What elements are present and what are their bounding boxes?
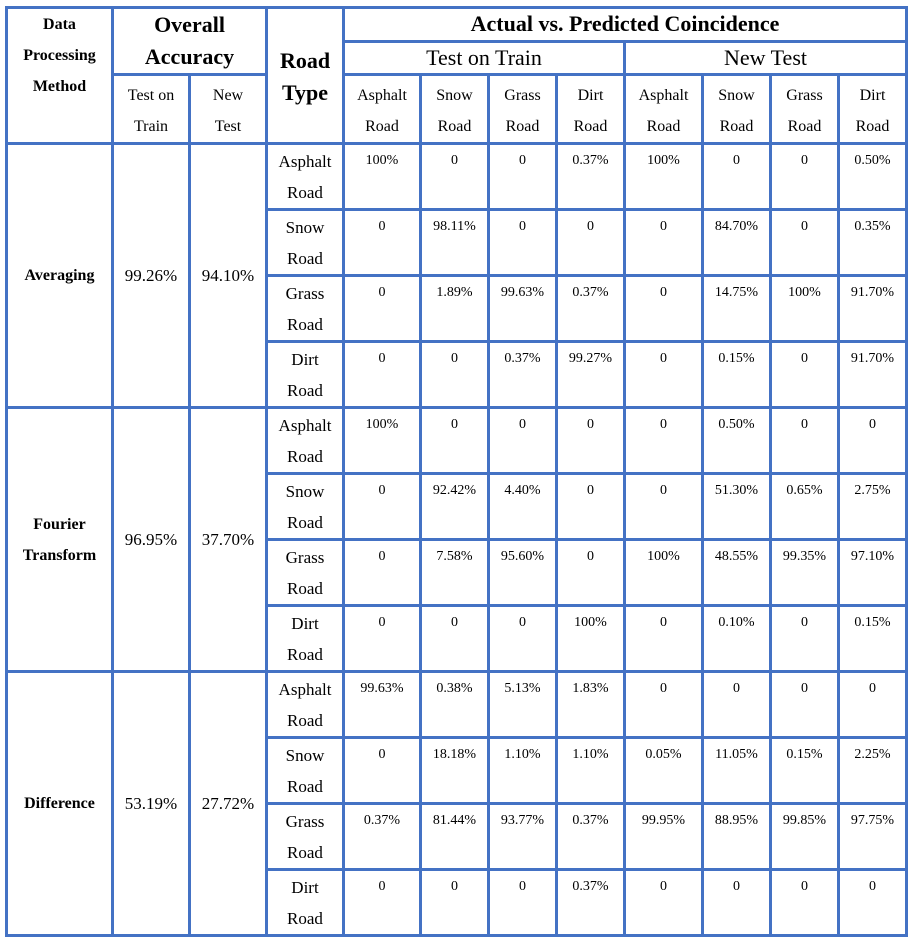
value-cell: 0.15% bbox=[771, 738, 839, 804]
value-cell: 99.85% bbox=[771, 804, 839, 870]
value-cell: 0 bbox=[557, 210, 625, 276]
cell-line: Grass bbox=[285, 812, 325, 831]
cell-line: Road bbox=[287, 711, 323, 730]
cell-line: Grass bbox=[285, 548, 325, 567]
value-cell: 2.25% bbox=[839, 738, 907, 804]
new-test-col-header bbox=[190, 75, 267, 144]
cell-line: Dirt bbox=[291, 614, 319, 633]
value-cell: 4.40% bbox=[489, 474, 557, 540]
cell-line: Road bbox=[287, 909, 323, 928]
value-cell: 0 bbox=[771, 606, 839, 672]
road-type-cell bbox=[267, 144, 344, 210]
road-type-cell bbox=[267, 408, 344, 474]
cell-line: Grass bbox=[504, 87, 541, 104]
value-cell: 92.42% bbox=[421, 474, 489, 540]
value-cell: 0 bbox=[421, 342, 489, 408]
value-cell: 1.83% bbox=[557, 672, 625, 738]
cell-line: Test on bbox=[127, 87, 175, 104]
value-cell: 0 bbox=[557, 474, 625, 540]
value-cell: 0 bbox=[344, 210, 421, 276]
value-cell: 0.37% bbox=[557, 804, 625, 870]
value-cell: 51.30% bbox=[703, 474, 771, 540]
value-cell: 91.70% bbox=[839, 342, 907, 408]
value-cell: 0 bbox=[703, 144, 771, 210]
cell-line: Snow bbox=[285, 482, 325, 501]
cell-line: Road bbox=[505, 118, 540, 135]
value-cell: 91.70% bbox=[839, 276, 907, 342]
value-cell: 0 bbox=[557, 408, 625, 474]
value-cell: 0 bbox=[625, 408, 703, 474]
value-cell: 0.15% bbox=[839, 606, 907, 672]
value-cell: 0 bbox=[421, 606, 489, 672]
value-cell: 0.65% bbox=[771, 474, 839, 540]
value-cell: 0 bbox=[344, 606, 421, 672]
new-test-group-header: New Test bbox=[625, 41, 907, 75]
value-cell: 0 bbox=[421, 408, 489, 474]
cell-line: Grass bbox=[786, 87, 823, 104]
value-cell: 0 bbox=[703, 672, 771, 738]
cell-line: Asphalt bbox=[278, 680, 332, 699]
value-cell: 0.05% bbox=[625, 738, 703, 804]
test-on-train-col-header bbox=[113, 75, 190, 144]
value-cell: 0 bbox=[344, 276, 421, 342]
cell-line: Snow bbox=[285, 218, 325, 237]
value-cell: 0 bbox=[557, 540, 625, 606]
cell-line: Road bbox=[787, 118, 822, 135]
value-cell: 97.10% bbox=[839, 540, 907, 606]
cell-line: Dirt bbox=[291, 350, 319, 369]
method-line: Difference bbox=[24, 795, 95, 812]
road-col-header bbox=[489, 75, 557, 144]
value-cell: 0.37% bbox=[489, 342, 557, 408]
value-cell: 99.27% bbox=[557, 342, 625, 408]
cell-line: Road bbox=[287, 645, 323, 664]
cell-line: Road bbox=[287, 513, 323, 532]
value-cell: 0.38% bbox=[421, 672, 489, 738]
value-cell: 0 bbox=[489, 210, 557, 276]
value-cell: 100% bbox=[557, 606, 625, 672]
value-cell: 0.15% bbox=[703, 342, 771, 408]
road-type-cell bbox=[267, 672, 344, 738]
value-cell: 0.10% bbox=[703, 606, 771, 672]
value-cell: 0 bbox=[344, 738, 421, 804]
value-cell: 1.89% bbox=[421, 276, 489, 342]
value-cell: 0 bbox=[771, 144, 839, 210]
value-cell: 0.37% bbox=[557, 276, 625, 342]
value-cell: 7.58% bbox=[421, 540, 489, 606]
road-type-cell bbox=[267, 738, 344, 804]
value-cell: 0.37% bbox=[344, 804, 421, 870]
value-cell: 100% bbox=[625, 144, 703, 210]
road-col-header bbox=[771, 75, 839, 144]
value-cell: 0.37% bbox=[557, 144, 625, 210]
value-cell: 0 bbox=[625, 210, 703, 276]
value-cell: 0.35% bbox=[839, 210, 907, 276]
road-type-cell bbox=[267, 804, 344, 870]
cell-line: Road bbox=[287, 249, 323, 268]
value-cell: 99.35% bbox=[771, 540, 839, 606]
cell-line: Asphalt bbox=[357, 87, 407, 104]
accuracy-new-test: 37.70% bbox=[190, 408, 267, 672]
value-cell: 0 bbox=[625, 474, 703, 540]
cell-line: Snow bbox=[285, 746, 325, 765]
value-cell: 100% bbox=[771, 276, 839, 342]
value-cell: 0 bbox=[421, 144, 489, 210]
value-cell: 95.60% bbox=[489, 540, 557, 606]
value-cell: 99.63% bbox=[344, 672, 421, 738]
value-cell: 0 bbox=[489, 606, 557, 672]
cell-line: Road bbox=[646, 118, 681, 135]
value-cell: 97.75% bbox=[839, 804, 907, 870]
cell-line: Dirt bbox=[859, 87, 886, 104]
value-cell: 2.75% bbox=[839, 474, 907, 540]
cell-line: Road bbox=[573, 118, 608, 135]
cell-line: Road bbox=[287, 315, 323, 334]
accuracy-test-on-train: 53.19% bbox=[113, 672, 190, 936]
value-cell: 0.37% bbox=[557, 870, 625, 936]
cell-line: Asphalt bbox=[638, 87, 689, 104]
cell-line: Road bbox=[855, 118, 890, 135]
cell-line: Dirt bbox=[577, 87, 604, 104]
cell-line: Snow bbox=[718, 87, 755, 104]
table-row bbox=[7, 144, 907, 210]
value-cell: 0 bbox=[489, 408, 557, 474]
value-cell: 81.44% bbox=[421, 804, 489, 870]
cell-line: Asphalt bbox=[278, 152, 332, 171]
value-cell: 0 bbox=[625, 342, 703, 408]
value-cell: 0 bbox=[703, 870, 771, 936]
value-cell: 1.10% bbox=[557, 738, 625, 804]
value-cell: 0 bbox=[344, 474, 421, 540]
accuracy-new-test: 94.10% bbox=[190, 144, 267, 408]
cell-line: New bbox=[212, 87, 244, 104]
method-cell bbox=[7, 672, 113, 936]
value-cell: 0 bbox=[344, 870, 421, 936]
coincidence-header: Actual vs. Predicted Coincidence bbox=[344, 8, 907, 42]
cell-line: Dirt bbox=[291, 878, 319, 897]
value-cell: 14.75% bbox=[703, 276, 771, 342]
cell-line: Road bbox=[365, 118, 399, 135]
value-cell: 100% bbox=[625, 540, 703, 606]
road-type-cell bbox=[267, 870, 344, 936]
value-cell: 84.70% bbox=[703, 210, 771, 276]
road-type-cell bbox=[267, 276, 344, 342]
method-line: Fourier bbox=[33, 515, 86, 533]
cell-line: Grass bbox=[285, 284, 325, 303]
road-type-cell bbox=[267, 540, 344, 606]
value-cell: 0 bbox=[771, 672, 839, 738]
cell-line: Road bbox=[287, 777, 323, 796]
road-col-header bbox=[703, 75, 771, 144]
cell-line: Road bbox=[437, 118, 472, 135]
road-col-header bbox=[557, 75, 625, 144]
value-cell: 99.63% bbox=[489, 276, 557, 342]
cell-line: Asphalt bbox=[278, 416, 332, 435]
value-cell: 0 bbox=[625, 870, 703, 936]
value-cell: 0 bbox=[771, 870, 839, 936]
road-type-cell bbox=[267, 342, 344, 408]
method-cell bbox=[7, 144, 113, 408]
value-cell: 11.05% bbox=[703, 738, 771, 804]
value-cell: 0 bbox=[489, 144, 557, 210]
value-cell: 1.10% bbox=[489, 738, 557, 804]
method-header: Data Processing Method bbox=[7, 8, 113, 144]
table-row bbox=[7, 672, 907, 738]
value-cell: 99.95% bbox=[625, 804, 703, 870]
method-line: Averaging bbox=[24, 267, 95, 284]
results-table bbox=[5, 6, 908, 937]
value-cell: 0 bbox=[421, 870, 489, 936]
value-cell: 18.18% bbox=[421, 738, 489, 804]
method-cell bbox=[7, 408, 113, 672]
test-on-train-group-header: Test on Train bbox=[344, 41, 625, 75]
value-cell: 0 bbox=[625, 276, 703, 342]
cell-line: Road bbox=[287, 381, 323, 400]
value-cell: 100% bbox=[344, 144, 421, 210]
value-cell: 98.11% bbox=[421, 210, 489, 276]
accuracy-test-on-train: 99.26% bbox=[113, 144, 190, 408]
road-col-header bbox=[625, 75, 703, 144]
value-cell: 0 bbox=[839, 870, 907, 936]
value-cell: 0.50% bbox=[703, 408, 771, 474]
cell-line: Road bbox=[287, 579, 323, 598]
value-cell: 0 bbox=[489, 870, 557, 936]
road-type-cell bbox=[267, 210, 344, 276]
cell-line: Road bbox=[287, 183, 323, 202]
value-cell: 0 bbox=[771, 342, 839, 408]
value-cell: 0 bbox=[625, 672, 703, 738]
value-cell: 88.95% bbox=[703, 804, 771, 870]
value-cell: 0 bbox=[344, 342, 421, 408]
road-col-header bbox=[421, 75, 489, 144]
value-cell: 48.55% bbox=[703, 540, 771, 606]
value-cell: 5.13% bbox=[489, 672, 557, 738]
cell-line: Train bbox=[133, 118, 169, 135]
road-col-header bbox=[344, 75, 421, 144]
accuracy-new-test: 27.72% bbox=[190, 672, 267, 936]
value-cell: 0 bbox=[839, 672, 907, 738]
cell-line: Road bbox=[719, 118, 754, 135]
value-cell: 100% bbox=[344, 408, 421, 474]
value-cell: 0 bbox=[771, 210, 839, 276]
table-row bbox=[7, 408, 907, 474]
value-cell: 0.50% bbox=[839, 144, 907, 210]
cell-line: Road bbox=[287, 447, 323, 466]
method-line: Transform bbox=[22, 546, 97, 564]
cell-line: Test bbox=[214, 118, 242, 135]
value-cell: 0 bbox=[344, 540, 421, 606]
value-cell: 93.77% bbox=[489, 804, 557, 870]
value-cell: 0 bbox=[625, 606, 703, 672]
road-type-cell bbox=[267, 606, 344, 672]
road-type-cell bbox=[267, 474, 344, 540]
cell-line: Road bbox=[287, 843, 323, 862]
value-cell: 0 bbox=[771, 408, 839, 474]
overall-accuracy-header: Overall Accuracy bbox=[113, 8, 267, 75]
cell-line: Snow bbox=[436, 87, 473, 104]
road-col-header bbox=[839, 75, 907, 144]
value-cell: 0 bbox=[839, 408, 907, 474]
road-type-header: Road Type bbox=[267, 8, 344, 144]
accuracy-test-on-train: 96.95% bbox=[113, 408, 190, 672]
